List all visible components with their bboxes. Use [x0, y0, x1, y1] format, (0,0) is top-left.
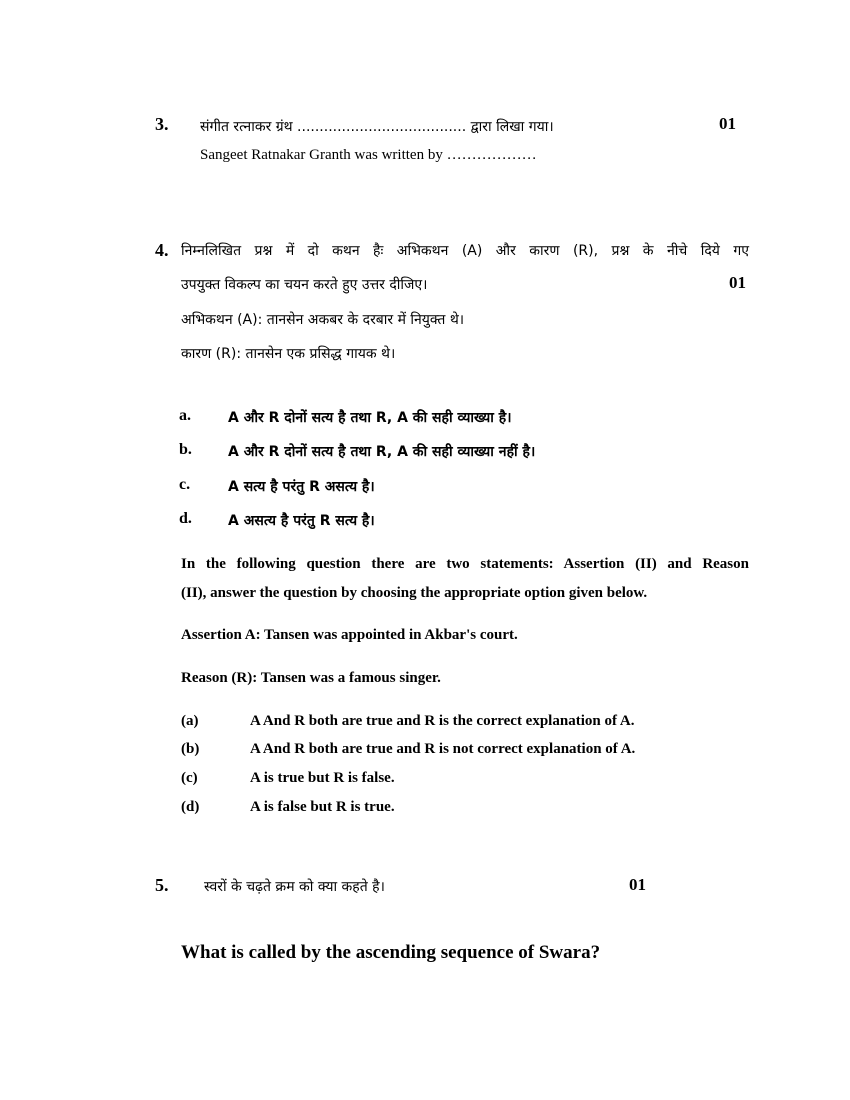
q3-english-text: Sangeet Ratnakar Granth was written by ……………… — [200, 147, 537, 163]
option-text: A सत्य है परंतु R असत्य है। — [228, 479, 375, 495]
option-label: (c) — [181, 770, 198, 786]
option-text: A And R both are true and R is the correct explanation of A. — [250, 713, 635, 729]
option-label: d. — [179, 510, 192, 527]
option-label: c. — [179, 476, 191, 493]
q5-number: 5. — [155, 875, 169, 895]
option-label: a. — [179, 407, 191, 424]
q4-english-line1: In the following question there are two statements: Assertion (II) and Reason — [181, 556, 749, 572]
q5-marks: 01 — [629, 875, 646, 894]
q4-hindi-line1: निम्नलिखित प्रश्न में दो कथन हैः अभिकथन (A) और कारण (R), प्रश्न के नीचे दिये गए — [181, 243, 749, 259]
q5-hindi-text: स्वरों के चढ़ते क्रम को क्या कहते है। — [204, 879, 385, 895]
option-text: A असत्य है परंतु R सत्य है। — [228, 513, 375, 529]
option-text: A And R both are true and R is not correct explanation of A. — [250, 741, 636, 757]
q4-english-line2: (II), answer the question by choosing the appropriate option given below. — [181, 585, 648, 601]
q4-assertion-english: Assertion A: Tansen was appointed in Akbar's court. — [181, 627, 518, 643]
q4-marks: 01 — [729, 273, 746, 292]
option-label: (b) — [181, 741, 200, 757]
option-text: A is false but R is true. — [250, 799, 395, 815]
q4-hindi-line2: उपयुक्त विकल्प का चयन करते हुए उत्तर दीजिए। — [181, 277, 428, 293]
option-label: (a) — [181, 713, 199, 729]
option-text: A और R दोनों सत्य है तथा R, A की सही व्याख्या है। — [228, 410, 512, 426]
q4-assertion-hindi: अभिकथन (A): तानसेन अकबर के दरबार में नियुक्त थे। — [181, 312, 465, 328]
option-label: b. — [179, 441, 192, 458]
q5-english-text: What is called by the ascending sequence of Swara? — [181, 942, 601, 963]
q3-hindi-text: संगीत रत्नाकर ग्रंथ ...................................... द्वारा लिखा गया। — [200, 119, 554, 135]
q3-number: 3. — [155, 114, 169, 134]
option-text: A और R दोनों सत्य है तथा R, A की सही व्याख्या नहीं है। — [228, 444, 536, 460]
q3-marks: 01 — [719, 114, 736, 133]
option-label: (d) — [181, 799, 200, 815]
q4-number: 4. — [155, 240, 169, 260]
option-text: A is true but R is false. — [250, 770, 395, 786]
q4-reason-hindi: कारण (R): तानसेन एक प्रसिद्ध गायक थे। — [181, 346, 396, 362]
q4-reason-english: Reason (R): Tansen was a famous singer. — [181, 670, 441, 686]
